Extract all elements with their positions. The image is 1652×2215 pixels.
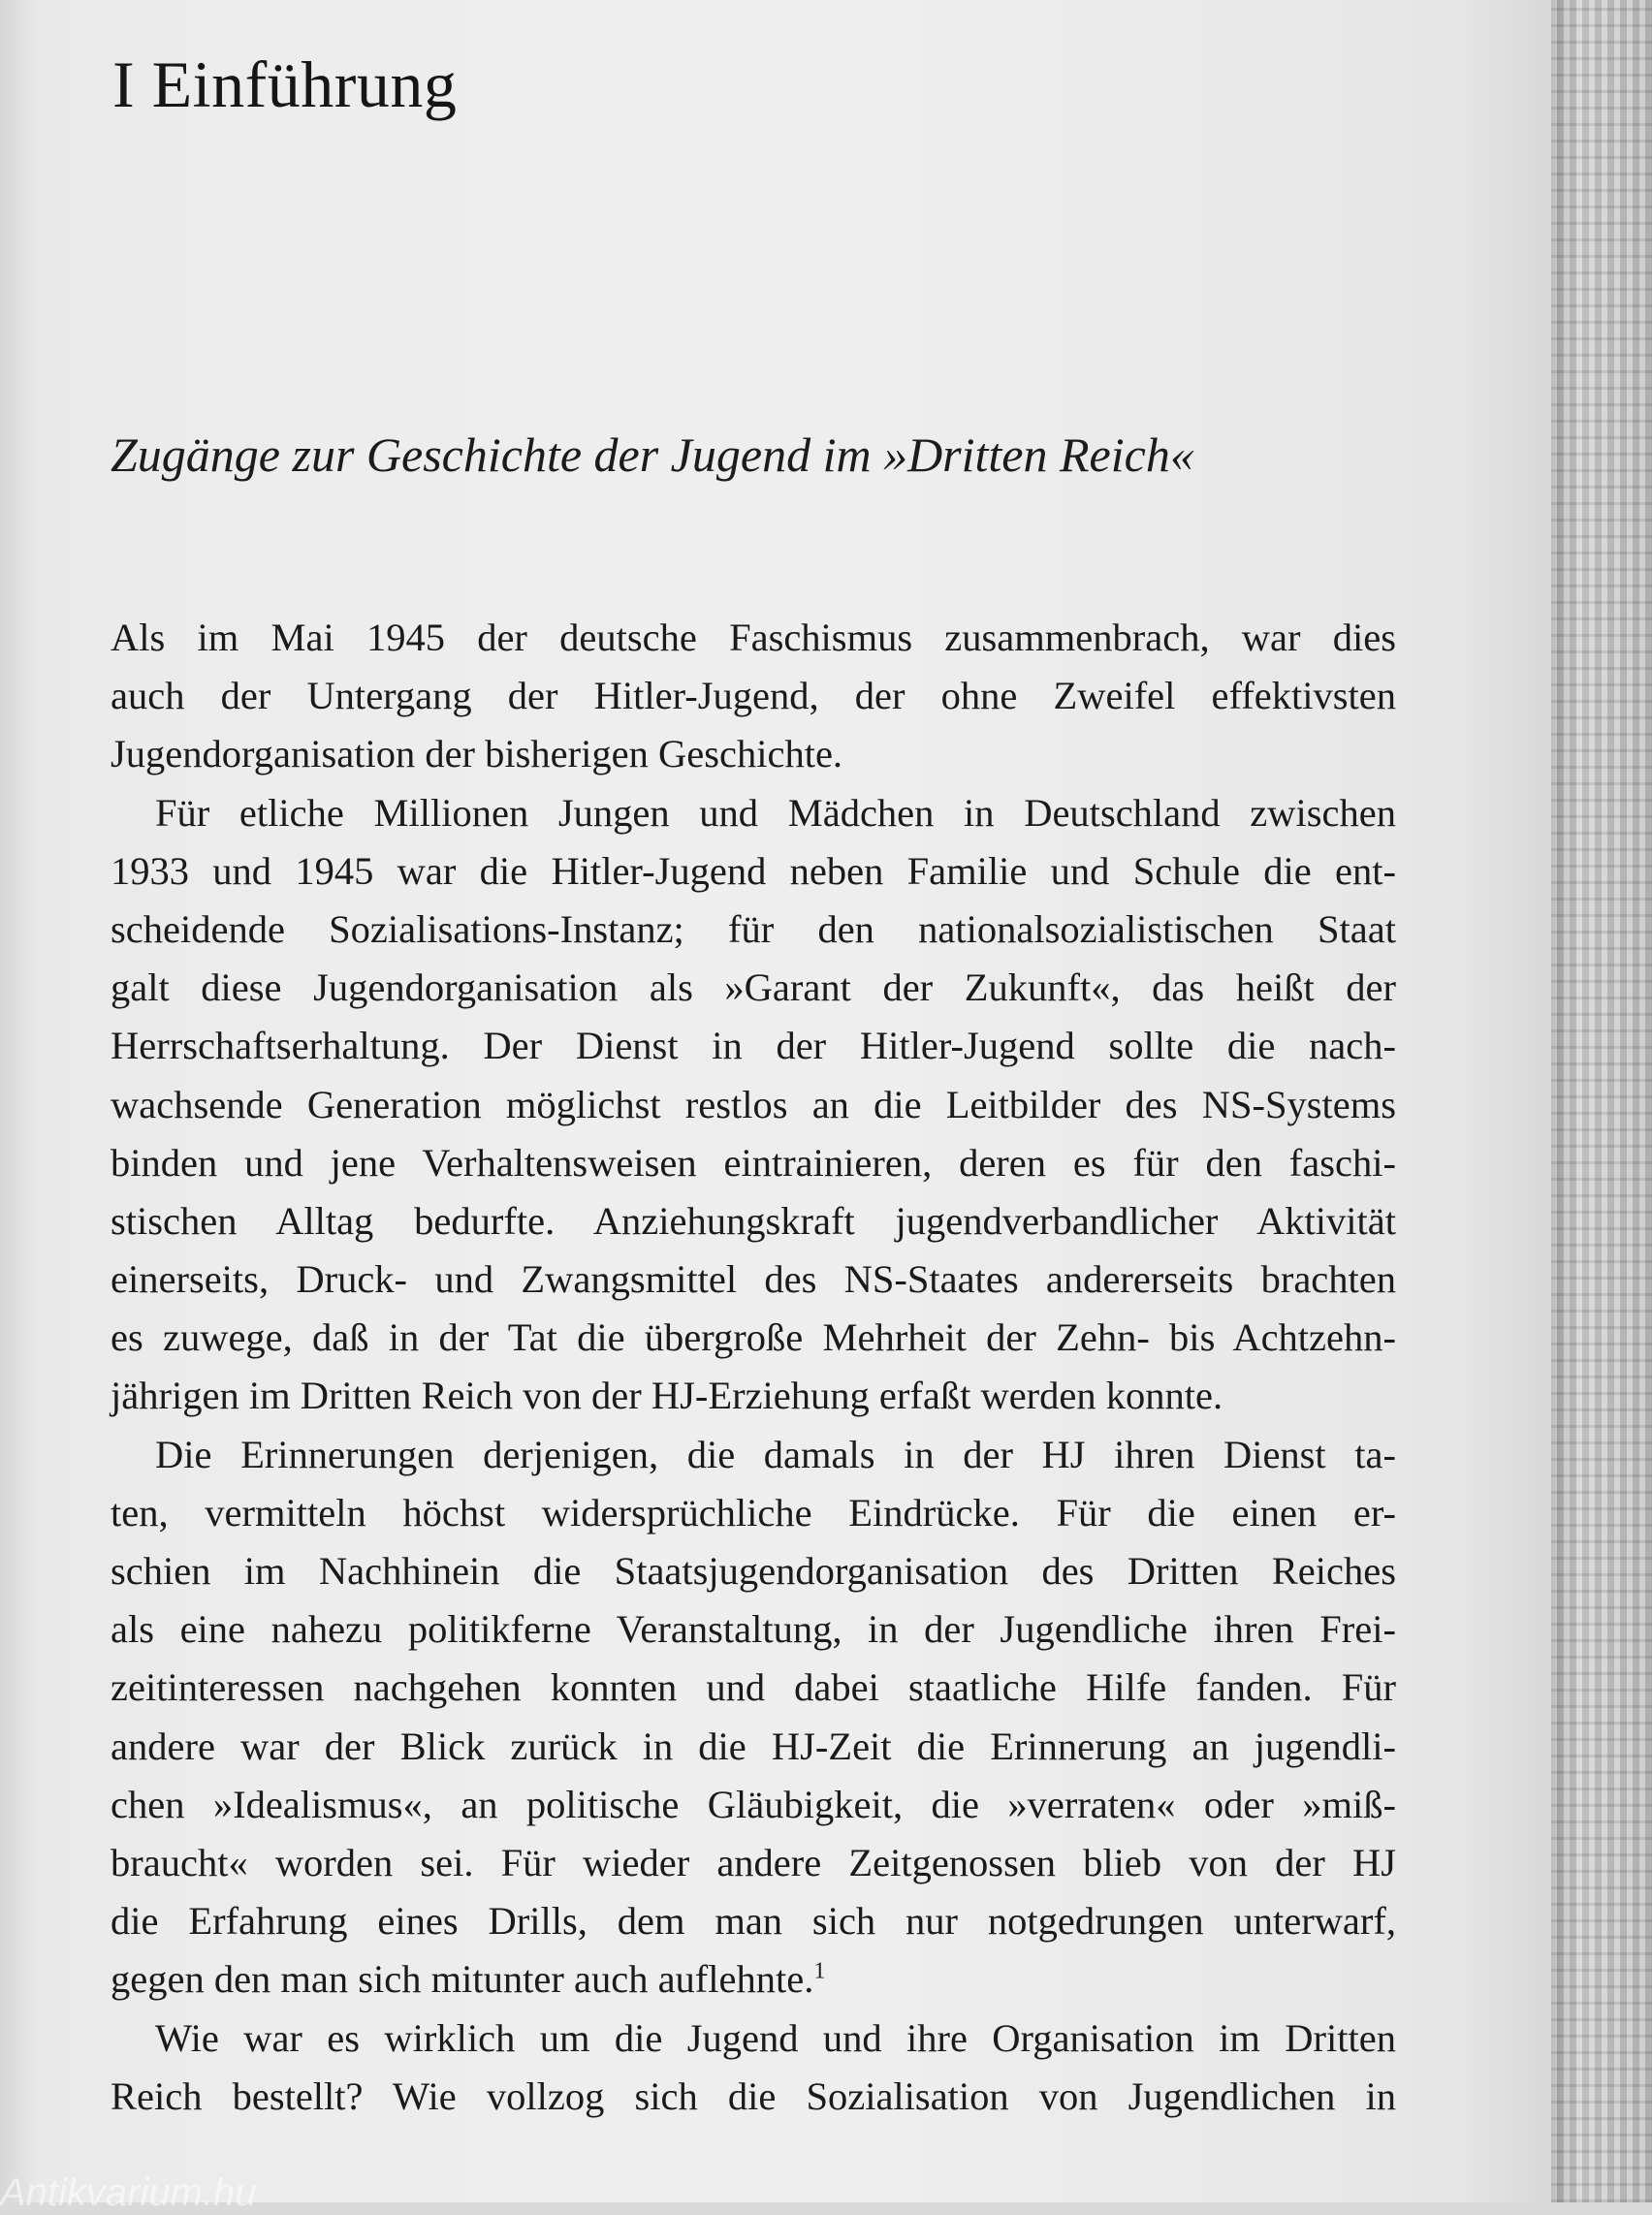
text-line: die Erfahrung eines Drills, dem man sich nur notgedrungen unterwarf, — [111, 1899, 1396, 1944]
text-line: 1933 und 1945 war die Hitler-Jugend neben Familie und Schule die ent- — [111, 848, 1396, 893]
text-line: auch der Untergang der Hitler-Jugend, der ohne Zweifel effektivsten — [111, 674, 1396, 718]
section-title: Zugänge zur Geschichte der Jugend im »Dritten Reich« — [111, 427, 1194, 482]
paragraph-2 — [111, 784, 1396, 1426]
text-line-with-footnote — [111, 1950, 1396, 2009]
page-stack-edge — [1551, 0, 1652, 2202]
paragraph-3 — [111, 1426, 1396, 2009]
text-line: stischen Alltag bedurfte. Anziehungskraft jugendverbandlicher Aktivität — [111, 1198, 1396, 1243]
text-line: wachsende Generation möglichst restlos an die Leitbilder des NS-Systems — [111, 1082, 1396, 1126]
body-text — [111, 609, 1396, 2126]
text-line: chen »Idealismus«, an politische Gläubigkeit, die »verraten« oder »miß- — [111, 1782, 1396, 1826]
text-line: schien im Nachhinein die Staatsjugendorganisation des Dritten Reiches — [111, 1549, 1396, 1593]
text-line: binden und jene Verhaltensweisen eintrainieren, deren es für den faschi- — [111, 1140, 1396, 1185]
watermark: Antikvarium.hu — [0, 2171, 257, 2214]
text-line: einerseits, Druck- und Zwangsmittel des NS-Staates andererseits brachten — [111, 1257, 1396, 1302]
text-line: ten, vermitteln höchst widersprüchliche Eindrücke. Für die einen er- — [111, 1490, 1396, 1535]
paragraph-4 — [111, 2009, 1396, 2126]
text-line: scheidende Sozialisations-Instanz; für den nationalsozialistischen Staat — [111, 906, 1396, 951]
paragraph-1 — [111, 609, 1396, 784]
text-line: braucht« worden sei. Für wieder andere Zeitgenossen blieb von der HJ — [111, 1840, 1396, 1884]
text-line: Wie war es wirklich um die Jugend und ihre Organisation im Dritten — [155, 2015, 1396, 2060]
text-line: andere war der Blick zurück in die HJ-Zeit die Erinnerung an jugendli- — [111, 1724, 1396, 1768]
text-line: es zuwege, daß in der Tat die übergroße Mehrheit der Zehn- bis Achtzehn- — [111, 1315, 1396, 1360]
text-line: galt diese Jugendorganisation als »Garant der Zukunft«, das heißt der — [111, 965, 1396, 1010]
footnote-marker[interactable]: 1 — [813, 1958, 826, 1984]
text-line: gegen den man sich mitunter auch auflehnte. — [111, 1957, 814, 2002]
text-line: Als im Mai 1945 der deutsche Faschismus zusammenbrach, war dies — [111, 616, 1396, 659]
text-line: Die Erinnerungen derjenigen, die damals in der HJ ihren Dienst ta- — [155, 1432, 1396, 1476]
text-line: Jugendorganisation der bisherigen Geschichte. — [111, 732, 843, 776]
text-line: als eine nahezu politikferne Veranstaltung, in der Jugendliche ihren Frei- — [111, 1607, 1396, 1652]
text-line: zeitinteressen nachgehen konnten und dabei staatliche Hilfe fanden. Für — [111, 1665, 1396, 1710]
text-line: Reich bestellt? Wie vollzog sich die Sozialisation von Jugendlichen in — [111, 2073, 1396, 2118]
text-line: Für etliche Millionen Jungen und Mädchen in Deutschland zwischen — [155, 790, 1396, 835]
text-line: jährigen im Dritten Reich von der HJ-Erziehung erfaßt werden konnte. — [111, 1374, 1223, 1418]
chapter-title: I Einführung — [112, 47, 458, 121]
text-line: Herrschaftserhaltung. Der Dienst in der Hitler-Jugend sollte die nach- — [111, 1024, 1396, 1068]
